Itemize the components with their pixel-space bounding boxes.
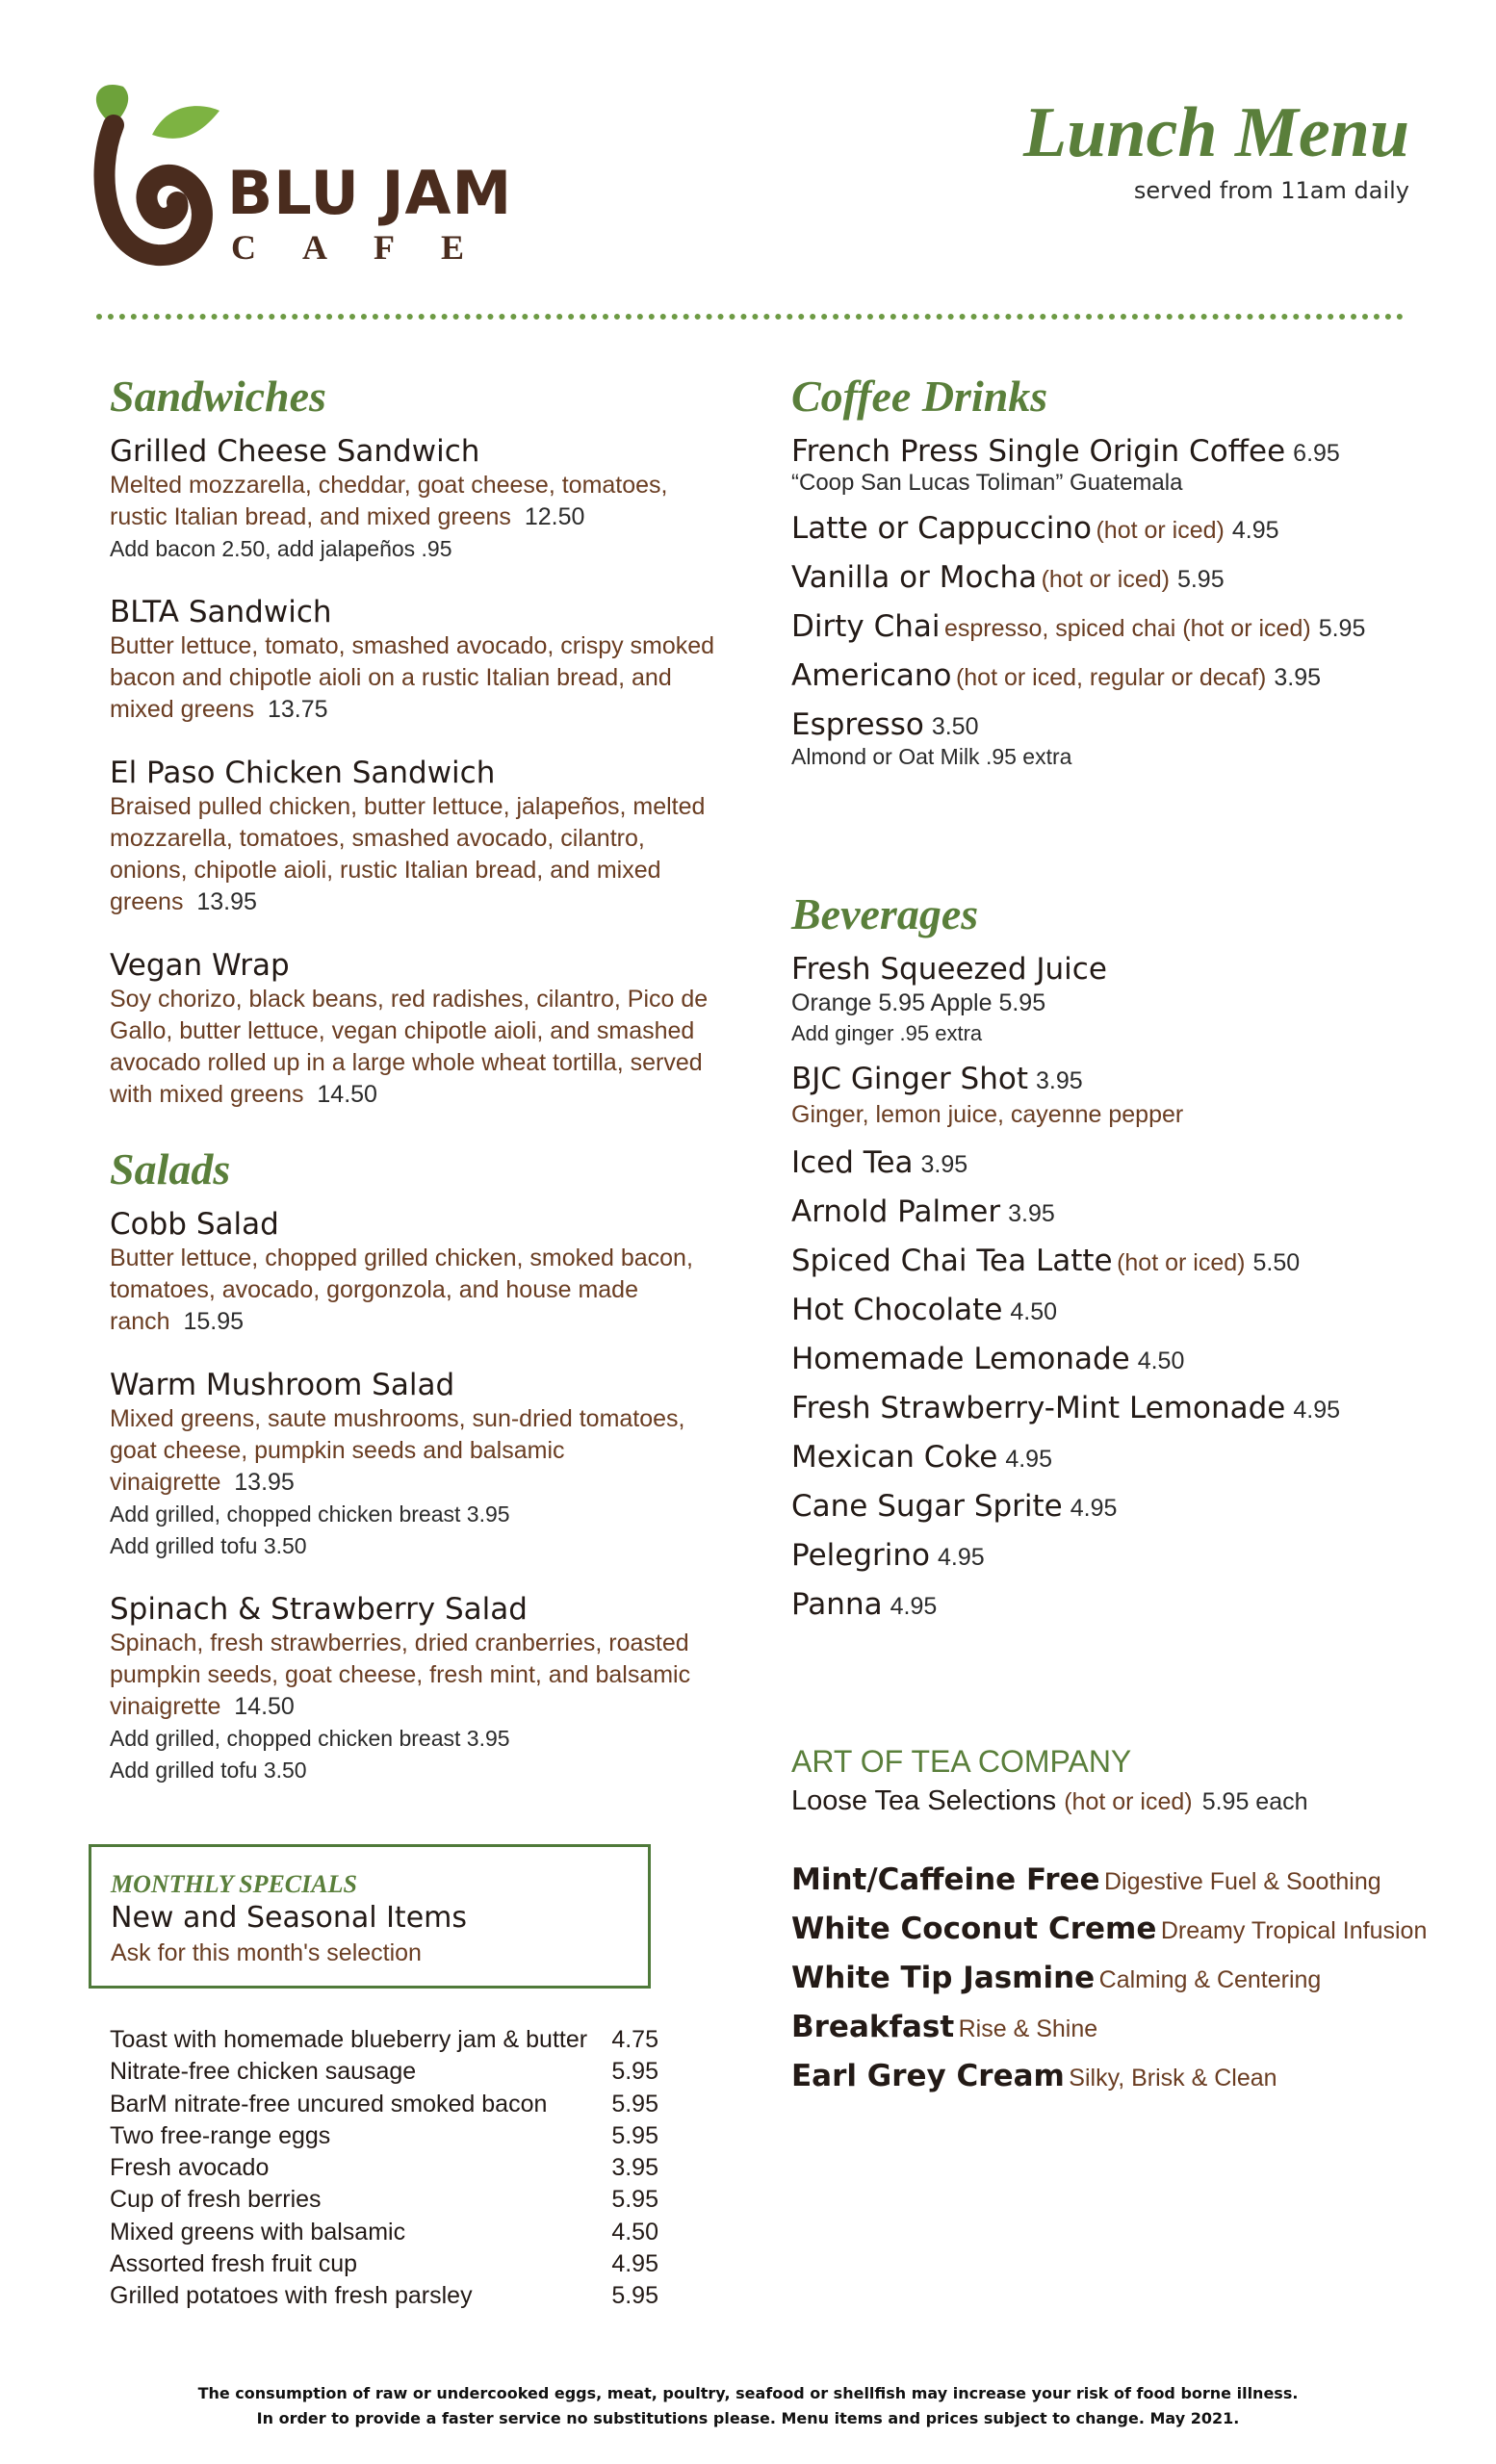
menu-item <box>791 1061 1465 1132</box>
item-desc <box>110 984 726 1111</box>
page-title: Lunch Menu <box>1023 93 1409 172</box>
side-price: 5.95 <box>611 2090 658 2118</box>
tea-item <box>791 1861 1465 1898</box>
tea-item <box>791 2058 1465 2094</box>
item-name: El Paso Chicken Sandwich <box>110 756 496 790</box>
item-subline: Orange 5.95 Apple 5.95 <box>791 989 1046 1016</box>
item-note: (hot or iced) <box>1041 566 1170 593</box>
tea-sub-note: (hot or iced) <box>1064 1788 1193 1815</box>
menu-item <box>791 706 1465 770</box>
specials-label: MONTHLY SPECIALS <box>111 1870 357 1898</box>
footer-line-1: The consumption of raw or undercooked eggs, meat, poultry, seafood or shellfish may increase your risk of food borne illness. <box>197 2384 1299 2402</box>
item-name: Latte or Cappuccino <box>791 511 1093 546</box>
list-item <box>110 2248 658 2280</box>
tea-desc: Rise & Shine <box>958 2015 1098 2042</box>
item-price: 6.95 <box>1293 440 1340 467</box>
menu-item <box>791 433 1465 497</box>
tea-desc: Calming & Centering <box>1098 1966 1322 1993</box>
side-price: 5.95 <box>611 2186 658 2214</box>
specials-title: New and Seasonal Items <box>111 1901 468 1935</box>
item-price: 3.95 <box>920 1151 968 1178</box>
item-price: 4.95 <box>1231 517 1279 544</box>
section-title-sandwiches: Sandwiches <box>110 372 326 421</box>
item-name: Hot Chocolate <box>791 1293 1003 1327</box>
brand-name: BLU JAM <box>227 158 513 228</box>
menu-item <box>110 947 726 1111</box>
item-desc <box>110 470 726 533</box>
side-name: Grilled potatoes with fresh parsley <box>110 2282 473 2310</box>
list-item <box>110 2089 658 2120</box>
item-name: Americano <box>791 658 952 693</box>
item-name: Panna <box>791 1587 883 1622</box>
item-name: Grilled Cheese Sandwich <box>110 434 480 469</box>
list-item <box>110 2056 658 2088</box>
tea-desc: Silky, Brisk & Clean <box>1069 2065 1277 2092</box>
item-addon: Add ginger .95 extra <box>791 1021 983 1045</box>
tea-item <box>791 1960 1465 1996</box>
item-desc <box>110 791 726 918</box>
footer-disclaimer <box>0 2381 1496 2431</box>
item-price: 14.50 <box>317 1081 377 1108</box>
item-price: 4.95 <box>1005 1446 1052 1473</box>
item-addon: Add grilled tofu 3.50 <box>110 1758 307 1783</box>
tea-name: White Tip Jasmine <box>791 1961 1096 1995</box>
spacer <box>791 783 1465 888</box>
item-price: 5.95 <box>1318 615 1366 642</box>
item-name: Espresso <box>791 707 924 742</box>
side-name: BarM nitrate-free uncured smoked bacon <box>110 2090 548 2118</box>
list-item <box>110 2280 658 2312</box>
item-note: (hot or iced, regular or decaf) <box>955 664 1267 691</box>
section-title-coffee: Coffee Drinks <box>791 372 1048 421</box>
menu-item <box>791 657 1465 694</box>
footer-line-2: In order to provide a faster service no substitutions please. Menu items and prices subject to change. May 2021. <box>256 2409 1240 2427</box>
spacer <box>791 1817 1465 1861</box>
menu-item <box>791 1439 1465 1476</box>
item-desc-text: Mixed greens, saute mushrooms, sun-dried tomatoes, goat cheese, pumpkin seeds and balsamic vinaigrette <box>110 1405 685 1496</box>
side-price: 4.75 <box>611 2026 658 2053</box>
item-desc <box>110 1403 726 1499</box>
menu-item <box>791 1292 1465 1328</box>
side-name: Nitrate-free chicken sausage <box>110 2058 417 2086</box>
side-price: 5.95 <box>611 2282 658 2310</box>
tea-item <box>791 2009 1465 2045</box>
tea-name: Earl Grey Cream <box>791 2059 1065 2093</box>
item-desc <box>110 630 726 726</box>
menu-item <box>110 1591 726 1786</box>
menu-item <box>791 510 1465 547</box>
leaf-swirl-icon <box>85 67 219 270</box>
item-name: Warm Mushroom Salad <box>110 1368 455 1402</box>
menu-item <box>791 1488 1465 1525</box>
tea-sub-name: Loose Tea Selections <box>791 1785 1057 1816</box>
item-desc-text: Butter lettuce, chopped grilled chicken, smoked bacon, tomatoes, avocado, gorgonzola, and house made ranch <box>110 1245 693 1335</box>
side-name: Mixed greens with balsamic <box>110 2218 406 2246</box>
item-desc: Ginger, lemon juice, cayenne pepper <box>791 1101 1184 1128</box>
menu-item <box>791 1586 1465 1623</box>
list-item <box>110 2184 658 2216</box>
item-price: 5.95 <box>1176 566 1225 593</box>
left-column <box>110 371 726 1815</box>
page-subtitle: served from 11am daily <box>1133 177 1409 204</box>
sides-list <box>110 2024 658 2313</box>
list-item <box>110 2120 658 2152</box>
item-name: BLTA Sandwich <box>110 595 332 629</box>
item-name: Cobb Salad <box>110 1207 279 1242</box>
side-price: 5.95 <box>611 2121 658 2149</box>
side-name: Two free-range eggs <box>110 2121 331 2149</box>
item-name: BJC Ginger Shot <box>791 1062 1028 1096</box>
item-price: 3.50 <box>931 713 979 740</box>
item-desc-text: Spinach, fresh strawberries, dried cranberries, roasted pumpkin seeds, goat cheese, fresh mint, and balsamic vinaigrette <box>110 1630 691 1720</box>
item-note: espresso, spiced chai (hot or iced) <box>943 615 1311 642</box>
tea-name: Mint/Caffeine Free <box>791 1862 1100 1897</box>
side-price: 5.95 <box>611 2058 658 2086</box>
item-price: 4.95 <box>1070 1495 1118 1522</box>
side-name: Cup of fresh berries <box>110 2186 322 2214</box>
side-price: 4.50 <box>611 2218 658 2246</box>
side-name: Toast with homemade blueberry jam & butter <box>110 2026 588 2053</box>
item-price: 5.50 <box>1252 1249 1301 1276</box>
tea-subtitle <box>791 1785 1465 1817</box>
item-price: 15.95 <box>183 1308 245 1335</box>
item-name: Homemade Lemonade <box>791 1342 1130 1376</box>
item-desc <box>110 1628 726 1723</box>
right-column <box>791 371 1465 1635</box>
dotted-divider <box>96 314 1404 320</box>
item-name: Iced Tea <box>791 1145 914 1180</box>
side-name: Fresh avocado <box>110 2154 270 2182</box>
monthly-specials-box <box>89 1844 651 1989</box>
item-price: 13.75 <box>267 696 328 723</box>
menu-item <box>791 1243 1465 1279</box>
brand-sub: CAFE <box>231 228 510 267</box>
tea-item <box>791 1911 1465 1947</box>
item-price: 3.95 <box>1008 1200 1055 1227</box>
item-name: Arnold Palmer <box>791 1194 1001 1229</box>
menu-item <box>110 594 726 726</box>
menu-item <box>791 559 1465 596</box>
item-price: 4.95 <box>890 1593 938 1620</box>
menu-item <box>791 951 1465 1048</box>
item-name: Fresh Squeezed Juice <box>791 952 1107 987</box>
item-name: Vanilla or Mocha <box>791 560 1038 595</box>
item-name: Spinach & Strawberry Salad <box>110 1592 528 1627</box>
list-item <box>110 2024 658 2056</box>
item-subline: “Coop San Lucas Toliman” Guatemala <box>791 470 1183 496</box>
list-item <box>110 2217 658 2248</box>
section-title-beverages: Beverages <box>791 889 979 938</box>
item-desc-text: Soy chorizo, black beans, red radishes, cilantro, Pico de Gallo, butter lettuce, vegan chipotle aioli, and smashed avocado rolled up in a large whole wheat tortilla, served with mixed greens <box>110 986 709 1108</box>
item-name: Cane Sugar Sprite <box>791 1489 1063 1524</box>
menu-item <box>791 1537 1465 1574</box>
tea-section <box>791 1744 1465 2107</box>
item-desc-text: Melted mozzarella, cheddar, goat cheese, tomatoes, rustic Italian bread, and mixed greens <box>110 472 668 530</box>
specials-subtitle: Ask for this month's selection <box>111 1939 422 1966</box>
item-addon: Add grilled, chopped chicken breast 3.95 <box>110 1502 510 1527</box>
item-name: Pelegrino <box>791 1538 930 1573</box>
item-price: 3.95 <box>1036 1067 1083 1094</box>
menu-item <box>791 1144 1465 1181</box>
item-name: Spiced Chai Tea Latte <box>791 1244 1113 1278</box>
menu-item <box>110 1206 726 1338</box>
item-name: Dirty Chai <box>791 609 941 644</box>
item-name: Vegan Wrap <box>110 948 290 983</box>
menu-item <box>791 1194 1465 1230</box>
item-addon: Add grilled, chopped chicken breast 3.95 <box>110 1726 510 1751</box>
item-price: 4.50 <box>1137 1348 1185 1374</box>
menu-item <box>791 608 1465 645</box>
item-price: 4.95 <box>938 1544 985 1571</box>
item-price: 12.50 <box>524 503 585 530</box>
item-price: 13.95 <box>196 888 257 915</box>
tea-desc: Digestive Fuel & Soothing <box>1104 1868 1381 1895</box>
item-addon: Add bacon 2.50, add jalapeños .95 <box>110 536 452 561</box>
side-price: 3.95 <box>611 2154 658 2182</box>
side-price: 4.95 <box>611 2250 658 2278</box>
tea-name: Breakfast <box>791 2010 955 2044</box>
menu-item <box>110 755 726 918</box>
item-name: French Press Single Origin Coffee <box>791 434 1286 469</box>
menu-item <box>791 1341 1465 1377</box>
item-price: 14.50 <box>234 1693 295 1720</box>
tea-sub-price: 5.95 each <box>1201 1788 1308 1815</box>
item-desc-text: Braised pulled chicken, butter lettuce, jalapeños, melted mozzarella, tomatoes, smashed avocado, cilantro, onions, chipotle aioli, rustic Italian bread, and mixed greens <box>110 793 706 915</box>
list-item <box>110 2152 658 2184</box>
item-name: Mexican Coke <box>791 1440 998 1475</box>
item-note: (hot or iced) <box>1117 1249 1246 1276</box>
item-desc-text: Butter lettuce, tomato, smashed avocado, crispy smoked bacon and chipotle aioli on a rustic Italian bread, and mixed greens <box>110 632 715 723</box>
item-price: 13.95 <box>234 1469 295 1496</box>
section-title-salads: Salads <box>110 1144 231 1194</box>
item-price: 4.50 <box>1010 1298 1058 1325</box>
menu-item <box>110 1367 726 1562</box>
menu-item <box>110 433 726 565</box>
tea-company-title: ART OF TEA COMPANY <box>791 1744 1132 1779</box>
item-subline: Almond or Oat Milk .95 extra <box>791 744 1072 769</box>
item-name: Fresh Strawberry-Mint Lemonade <box>791 1391 1286 1425</box>
item-price: 3.95 <box>1274 664 1322 691</box>
tea-name: White Coconut Creme <box>791 1912 1157 1946</box>
brand-logo <box>85 67 547 270</box>
item-note: (hot or iced) <box>1096 517 1225 544</box>
item-desc <box>110 1243 726 1338</box>
tea-desc: Dreamy Tropical Infusion <box>1160 1917 1428 1944</box>
item-price: 4.95 <box>1293 1397 1341 1424</box>
item-addon: Add grilled tofu 3.50 <box>110 1533 307 1558</box>
menu-item <box>791 1390 1465 1426</box>
side-name: Assorted fresh fruit cup <box>110 2250 358 2278</box>
